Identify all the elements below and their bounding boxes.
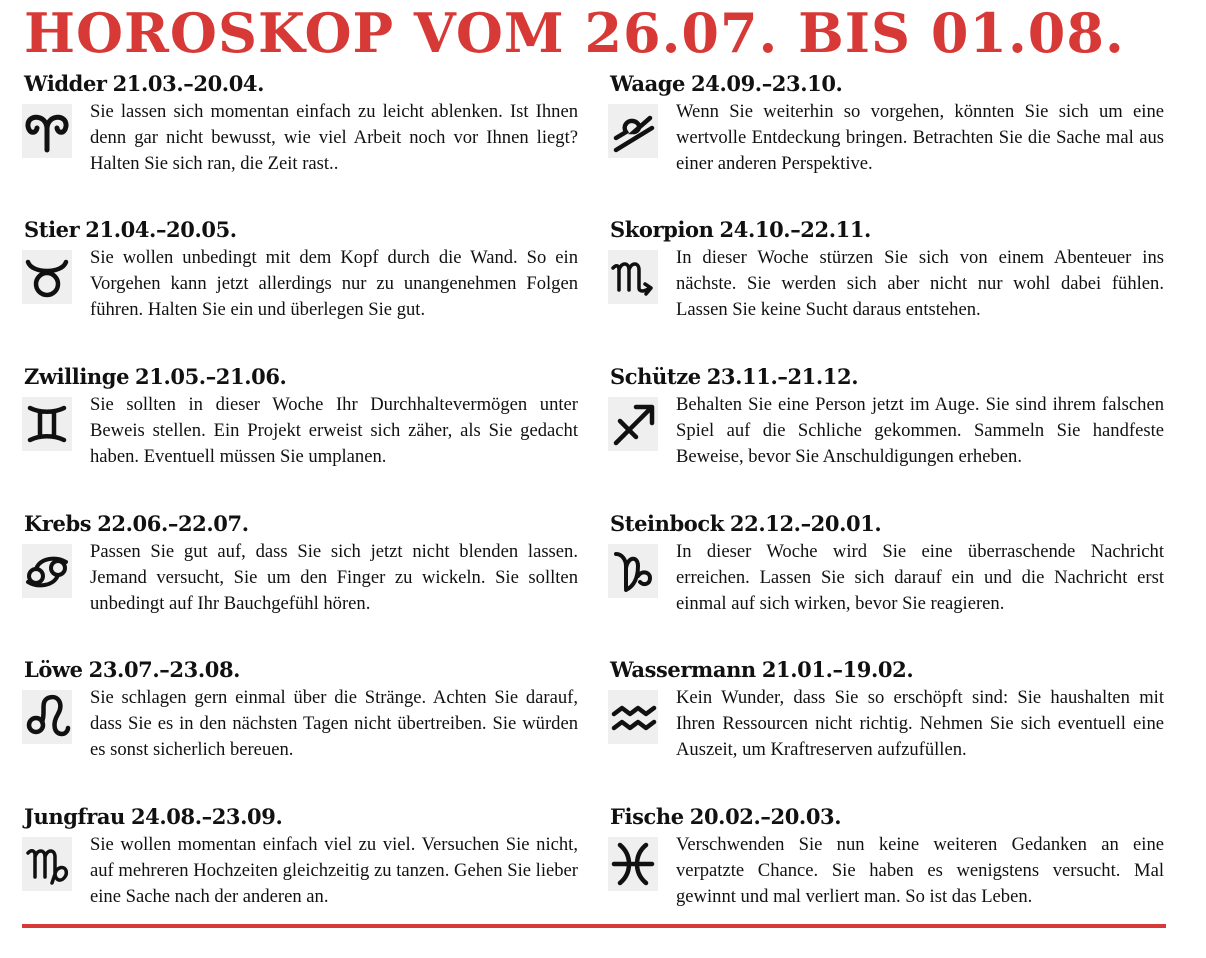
sign-heading	[610, 656, 913, 684]
sign-text: Sie sollten in dieser Woche Ihr Durchhaltevermögen unter Beweis stellen. Ein Projekt erweist sich zäher, als Sie gedacht haben. Eventuell müssen Sie umplanen.	[90, 394, 578, 467]
horoscope-entry-jungfrau	[22, 803, 578, 933]
sign-dates: 22.06.–22.07.	[97, 511, 249, 536]
sign-name: Schütze	[610, 364, 701, 389]
sign-name: Krebs	[24, 511, 92, 536]
sign-text: Sie wollen unbedingt mit dem Kopf durch die Wand. So ein Vorgehen kann jetzt allerdings nur zu unangenehmen Folgen führen. Halten Sie ein und überlegen Sie gut.	[90, 247, 578, 320]
cancer-icon	[22, 544, 72, 598]
footer-rule	[22, 924, 1166, 928]
sign-heading	[24, 70, 264, 98]
pisces-icon	[608, 837, 658, 891]
gemini-icon	[22, 397, 72, 451]
sign-dates: 23.07.–23.08.	[88, 657, 241, 682]
sign-dates: 21.01.–19.02.	[761, 657, 914, 682]
sign-text: In dieser Woche wird Sie eine überraschende Nachricht erreichen. Lassen Sie sich darauf ein und die Nachricht erst einmal auf sich wirken, bevor Sie reagieren.	[676, 541, 1164, 614]
sign-heading	[610, 216, 871, 244]
horoscope-entry-waage	[608, 70, 1164, 200]
horoscope-entry-loewe	[22, 656, 578, 786]
horoscope-entry-fische	[608, 803, 1164, 933]
horoscope-entry-skorpion	[608, 216, 1164, 346]
sign-name: Löwe	[24, 657, 83, 682]
sign-dates: 21.05.–21.06.	[135, 364, 287, 389]
sign-text: Behalten Sie eine Person jetzt im Auge. Sie sind ihrem falschen Spiel auf die Schliche gekommen. Sammeln Sie handfeste Beweise, bevor Sie Anschuldigungen erheben.	[676, 394, 1164, 467]
sign-name: Waage	[610, 71, 686, 96]
sign-name: Skorpion	[610, 217, 714, 242]
sign-dates: 24.08.–23.09.	[130, 804, 283, 829]
sign-heading	[24, 216, 237, 244]
horoscope-entry-zwillinge	[22, 363, 578, 493]
sign-text: Kein Wunder, dass Sie so erschöpft sind: Sie haushalten mit Ihren Ressourcen nicht richtig. Nehmen Sie sich eventuell eine Auszeit, um Kraftreserven aufzufüllen.	[676, 687, 1164, 760]
sign-name: Zwillinge	[24, 364, 130, 389]
sign-dates: 23.11.–21.12.	[706, 364, 859, 389]
sign-dates: 21.03.–20.04.	[112, 71, 265, 96]
scorpio-icon	[608, 250, 658, 304]
sign-dates: 24.09.–23.10.	[691, 71, 843, 96]
horoscope-entry-widder	[22, 70, 578, 200]
sign-text: Sie schlagen gern einmal über die Stränge. Achten Sie darauf, dass Sie es in den nächsten Tagen nicht übertreiben. Sie würden es sonst sicherlich bereuen.	[90, 687, 578, 760]
sign-name: Wassermann	[610, 657, 756, 682]
sign-text: Sie wollen momentan einfach viel zu viel. Versuchen Sie nicht, auf mehreren Hochzeiten gleichzeitig zu tanzen. Gehen Sie lieber eine Sache nach der anderen an.	[90, 834, 578, 907]
sign-dates: 22.12.–20.01.	[729, 511, 882, 536]
sign-text: Wenn Sie weiterhin so vorgehen, könnten Sie sich um eine wertvolle Entdeckung bringen. Betrachten Sie die Sache mal aus einer anderen Perspektive.	[676, 101, 1164, 174]
capricorn-icon	[608, 544, 658, 598]
sign-heading	[610, 70, 842, 98]
virgo-icon	[22, 837, 72, 891]
sign-heading	[610, 803, 841, 831]
sagittarius-icon	[608, 397, 658, 451]
sign-heading	[610, 510, 881, 538]
sign-dates: 21.04.–20.05.	[85, 217, 237, 242]
sign-heading	[24, 656, 240, 684]
sign-heading	[24, 363, 286, 391]
sign-text: Sie lassen sich momentan einfach zu leicht ablenken. Ist Ihnen denn gar nicht bewusst, wie viel Arbeit noch vor Ihnen liegt? Halten Sie sich ran, die Zeit rast..	[90, 101, 578, 174]
horoscope-entry-steinbock	[608, 510, 1164, 640]
sign-name: Steinbock	[610, 511, 724, 536]
leo-icon	[22, 690, 72, 744]
aries-icon	[22, 104, 72, 158]
page-title: HOROSKOP VOM 26.07. BIS 01.08.	[24, 1, 1125, 65]
sign-name: Jungfrau	[24, 804, 125, 829]
taurus-icon	[22, 250, 72, 304]
horoscope-entry-schuetze	[608, 363, 1164, 493]
sign-text: Verschwenden Sie nun keine weiteren Gedanken an eine verpatzte Chance. Sie haben es wenigstens versucht. Mal gewinnt und mal verliert man. So ist das Leben.	[676, 834, 1164, 907]
horoscope-entry-wassermann	[608, 656, 1164, 786]
sign-text: Passen Sie gut auf, dass Sie sich jetzt nicht blenden lassen. Jemand versucht, Sie um den Finger zu wickeln. Sie sollten unbedingt auf Ihr Bauchgefühl hören.	[90, 541, 578, 614]
aquarius-icon	[608, 690, 658, 744]
sign-heading	[610, 363, 858, 391]
horoscope-entry-stier	[22, 216, 578, 346]
sign-name: Fische	[610, 804, 684, 829]
sign-text: In dieser Woche stürzen Sie sich von einem Abenteuer ins nächste. Sie werden sich aber nicht nur wohl dabei fühlen. Lassen Sie keine Sucht daraus entstehen.	[676, 247, 1164, 320]
horoscope-entry-krebs	[22, 510, 578, 640]
sign-heading	[24, 803, 282, 831]
sign-name: Widder	[24, 71, 107, 96]
sign-heading	[24, 510, 249, 538]
libra-icon	[608, 104, 658, 158]
sign-dates: 20.02.–20.03.	[689, 804, 842, 829]
sign-name: Stier	[24, 217, 80, 242]
sign-dates: 24.10.–22.11.	[719, 217, 871, 242]
